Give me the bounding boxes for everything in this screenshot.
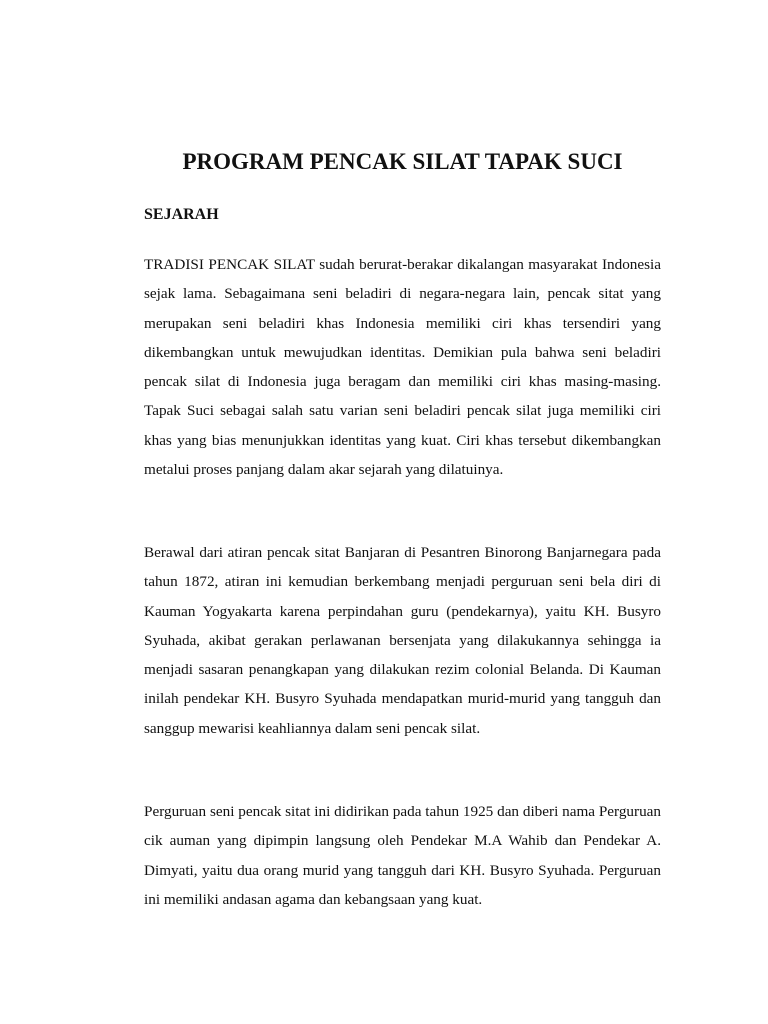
paragraph-2: Berawal dari atiran pencak sitat Banjaran di Pesantren Binorong Banjarnegara pada tahun 1872, atiran ini kemudian berkembang menjadi perguruan seni bela diri di Kauman Yogyakarta karena perpindahan guru (pendekarnya), yaitu KH. Busyro Syuhada, akibat gerakan perlawanan bersenjata yang dilakukannya sehingga ia menjadi sasaran penangkapan yang dilakukan rezim colonial Belanda. Di Kauman inilah pendekar KH. Busyro Syuhada mendapatkan murid-murid yang tangguh dan sanggup mewarisi keahliannya dalam seni pencak silat.: [144, 544, 661, 737]
paragraph-1: TRADISI PENCAK SILAT sudah berurat-berakar dikalangan masyarakat Indonesia sejak lama. Sebagaimana seni beladiri di negara-negara lain, pencak sitat yang merupakan seni beladiri khas Indonesia memiliki ciri khas tersendiri yang dikembangkan untuk mewujudkan identitas. Demikian pula bahwa seni beladiri pencak silat di Indonesia juga beragam dan memiliki ciri khas masing-masing. Tapak Suci sebagai salah satu varian seni beladiri pencak silat juga memiliki ciri khas yang bias menunjukkan identitas yang kuat. Ciri khas tersebut dikembangkan metalui proses panjang dalam akar sejarah yang dilatuinya.: [144, 256, 661, 479]
section-heading: SEJARAH: [144, 206, 219, 223]
paragraph-3: Perguruan seni pencak sitat ini didirikan pada tahun 1925 dan diberi nama Perguruan cik auman yang dipimpin langsung oleh Pendekar M.A Wahib dan Pendekar A. Dimyati, yaitu dua orang murid yang tangguh dari KH. Busyro Syuhada. Perguruan ini memiliki andasan agama dan kebangsaan yang kuat.: [144, 803, 661, 908]
page-title: PROGRAM PENCAK SILAT TAPAK SUCI: [182, 149, 623, 174]
